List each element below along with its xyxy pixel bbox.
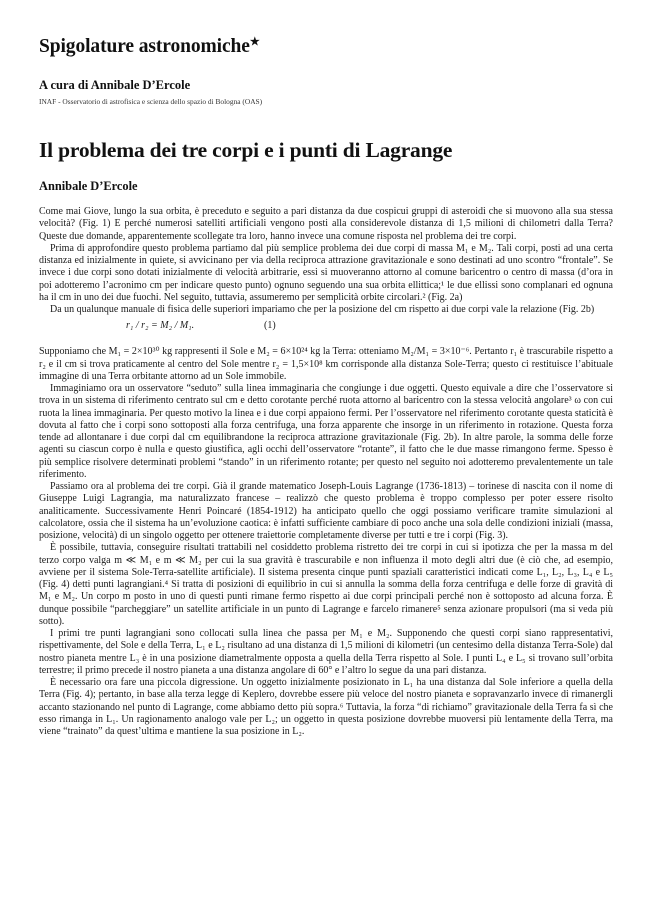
equation-1 [39, 319, 613, 333]
column-curator: A cura di Annibale D’Ercole [39, 78, 191, 92]
paragraph-2: Prima di approfondire questo problema partiamo dal più semplice problema dei due corpi di massa M₁ e M₂. Tali corpi, posti ad una certa distanza ed inizialmente in quiete, si avvicinano per via della reciproca attrazione gravitazionale e sono destinati ad uno scontro “frontale”. Se invece i due corpi sono dotati inizialmente di velocità arbitrarie, essi si muoveranno attorno al comune baricentro o centro di massa (d’ora in poi adotteremo l’acronimo cm per indicare questo punto) ognuno seguendo una sua orbita ellittica;¹ le due ellissi sono complanari ed ognuna ha il cm in uno dei due fuochi. Nel seguito, tuttavia, assumeremo per semplicità orbite circolari.² (Fig. 2a) [39, 242, 613, 303]
article-title: Il problema dei tre corpi e i punti di Lagrange [39, 138, 453, 162]
paragraph-1: Come mai Giove, lungo la sua orbita, è preceduto e seguito a pari distanza da due cospicui gruppi di asteroidi che si muovono alla sua stessa velocità? (Fig. 1) E perché numerosi satelliti artificiali vengono posti alla considerevole distanza di 1,5 milioni di chilometri dalla Terra? Queste due domande, apparentemente scollegate tra loro, hanno invece una comune risposta nel problema dei tre corpi. [39, 206, 613, 242]
star-mark-icon: ★ [249, 36, 260, 48]
column-title: Spigolature astronomiche★ [39, 36, 260, 57]
curator-affiliation: INAF - Osservatorio di astrofisica e scienza dello spazio di Bologna (OAS) [39, 97, 263, 106]
paragraph-5: Immaginiamo ora un osservatore “seduto” sulla linea immaginaria che congiunge i due oggetti. Questo equivale a dire che l’osservatore si trova in un sistema di riferimento centrato sul cm e detto corotante perché ruota attorno al baricentro con la stessa velocità angolare³ ω con cui ruota la linea immaginaria. Per questo motivo la linea e i due corpi appaiono fermi. Per l’osservatore nel riferimento corotante questa staticità è dovuta al fatto che i corpi sono sottoposti alla forza centrifuga, una forza apparente che insorge in un riferimento in rotazione. Questa forza tende ad allontanare i due corpi dal cm equilibrandone la reciproca attrazione gravitazionale (Fig. 2b). In altre parole, la somma delle forze agenti su ciascun corpo è nulla e questo giustifica, agli occhi dell’osservatore “rotante”, il fatto che le due masse rimangono ferme. Spesso è più semplice risolvere determinati problemi “stando” in un riferimento rotante; per questo nel seguito noi adotteremo prevalentemente un tale riferimento. [39, 383, 613, 480]
paragraph-6: Passiamo ora al problema dei tre corpi. Già il grande matematico Joseph-Louis Lagrange (1736-1813) – torinese di nascita con il nome di Giuseppe Luigi Lagrangia, ma naturalizzato francese – realizzò che questo problema è troppo complesso per poter essere risolto analiticamente. Successivamente Henri Poincaré (1854-1912) ha anticipato quello che oggi possiamo verificare tramite simulazioni al calcolatore, ossia che il sistema ha un’evoluzione caotica: è infatti sufficiente cambiare di poco anche una sola delle condizioni iniziali (massa, posizione, velocità) di un singolo oggetto per ottenere traiettorie completamente diverse per tutti e tre i corpi (Fig. 3). [39, 481, 613, 541]
equation-expression: r₁ / r₂ = M₂ / M₁. [126, 320, 195, 332]
article-body [39, 206, 613, 738]
paragraph-3: Da un qualunque manuale di fisica delle superiori impariamo che per la posizione del cm rispetto ai due corpi vale la relazione (Fig. 2b) [50, 304, 595, 315]
equation-number: (1) [264, 320, 276, 332]
article-author: Annibale D’Ercole [39, 179, 138, 193]
paragraph-9: È necessario ora fare una piccola digressione. Un oggetto inizialmente posizionato in L₁ ha una distanza dal Sole inferiore a quella della Terra (Fig. 4); pertanto, in base alla terza legge di Keplero, dovrebbe essere più veloce del nostro pianeta e sopravanzarlo invece di rimanergli accanto stazionando nel punto di Lagrange, come abbiamo detto più sopra.⁶ Tuttavia, la forza “di richiamo” gravitazionale della Terra fa sì che esso rimanga in L₁. Un ragionamento analogo vale per L₂; un oggetto in questa posizione dovrebbe muoversi più lentamente della Terra, ma viene “trainato” da quest’ultima e mantiene la sua posizione in L₂. [39, 677, 613, 737]
paragraph-8: I primi tre punti lagrangiani sono collocati sulla linea che passa per M₁ e M₂. Supponendo che questi corpi siano rappresentativi, rispettivamente, del Sole e della Terra, L₁ e L₂ risultano ad una distanza di 1,5 milioni di kilometri (un centesimo della distanza Terra-Sole) dal nostro pianeta mentre L₃ è in una posizione diametralmente opposta a quella della Terra rispetto al Sole. I punti L₄ e L₅ si trovano sull’orbita terrestre; il primo precede il nostro pianeta a una distanza angolare di 60° e l’altro lo segue da una pari distanza. [39, 628, 613, 676]
paragraph-7: È possibile, tuttavia, conseguire risultati trattabili nel cosiddetto problema ristretto dei tre corpi in cui si ipotizza che per la massa m del terzo corpo valga m ≪ M₁ e m ≪ M₂ per cui la sua gravità è trascurabile e non influenza il moto degli altri due (è ciò che, ad esempio, avviene per il sistema Sole-Terra-satellite artificiale). Il sistema presenta cinque punti spaziali caratteristici indicati come L₁, L₂, L₃, L₄ e L₅ (Fig. 4) detti punti lagrangiani.⁴ Si tratta di posizioni di equilibrio in cui si annulla la somma della forza centrifuga e delle forze di gravità di M₁ e M₂. Un corpo m posto in uno di questi punti rimane fermo rispetto ai due corpi principali perché non è sottoposto ad alcuna forza. È dunque possibile “parcheggiare” un satellite artificiale in un punto di Lagrange e farcelo rimanere⁵ senza azionare propulsori (ma si veda più sotto). [39, 542, 613, 627]
paragraph-4: Supponiamo che M₁ = 2×10³⁰ kg rappresenti il Sole e M₂ = 6×10²⁴ kg la Terra: otteniamo M₂/M₁ = 3×10⁻⁶. Pertanto r₁ è trascurabile rispetto a r₂ e il cm si trova praticamente al centro del Sole mentre r₂ = 1,5×10⁸ km corrisponde alla distanza Sole-Terra; questo ci restituisce l’abituale immagine di una Terra orbitante attorno ad un Sole immobile. [39, 346, 613, 382]
